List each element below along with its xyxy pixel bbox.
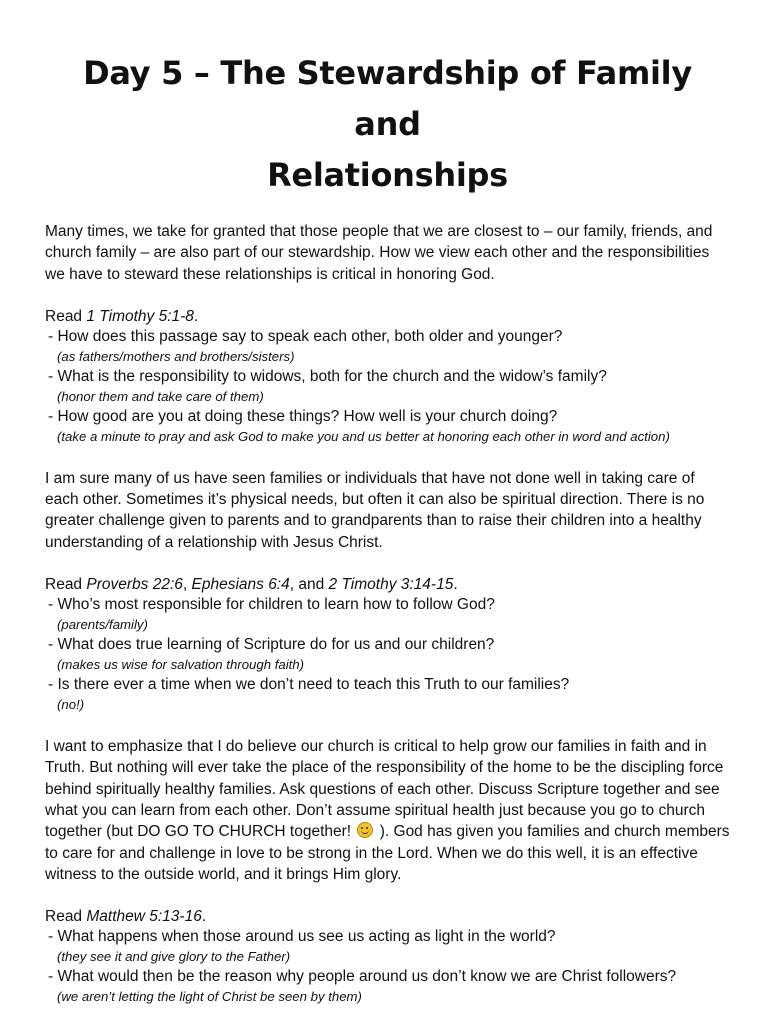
answer: (makes us wise for salvation through faith) <box>57 657 305 673</box>
question: - What is the responsibility to widows, both for the church and the widow’s family? <box>48 367 607 385</box>
question: - Is there ever a time when we don’t need to teach this Truth to our families? <box>48 676 570 694</box>
paragraph-3: I want to emphasize that I do believe our church is critical to help grow our families in faith and in Truth. But nothing will ever take the place of the responsibility of the home to be the discipling force behind spiritually healthy families. Ask questions of each other. Discuss Scripture together and see what you can learn from each other. Don’t assume spiritual health just because you go to church together (but DO GO TO CHURCH together! ). God has given you families and church members to care for and challenge in love to be strong in the Lord. When we do this well, it is an effective witness to the outside world, and it brings Him glory. <box>45 738 730 883</box>
read-line-2: Read Proverbs 22:6, Ephesians 6:4, and 2 Timothy 3:14-15. <box>45 576 458 594</box>
page-title <box>45 48 730 201</box>
document-page <box>45 48 730 1007</box>
question: - How does this passage say to speak each other, both older and younger? <box>48 327 563 345</box>
question: - What happens when those around us see us acting as light in the world? <box>48 928 556 946</box>
scripture-reference: Ephesians 6:4 <box>191 576 290 594</box>
read-line-1: Read 1 Timothy 5:1-8. <box>45 307 199 325</box>
scripture-reference: 1 Timothy 5:1-8 <box>86 307 194 325</box>
paragraph-2: I am sure many of us have seen families or individuals that have not done well in taking care of each other. Sometimes it’s physical needs, but often it can also be spiritual direction. There is no greater challenge given to parents and to grandparents than to raise their children into a healthy understanding of a relationship with Jesus Christ. <box>45 469 705 551</box>
question: - Who’s most responsible for children to learn how to follow God? <box>48 596 495 614</box>
scripture-reference: Matthew 5:13-16 <box>86 908 202 926</box>
answer: (they see it and give glory to the Father) <box>57 949 291 965</box>
answer: (honor them and take care of them) <box>57 388 264 404</box>
question: - What does true learning of Scripture do for us and our children? <box>48 636 495 654</box>
title-line-1: Day 5 – The Stewardship of Family and <box>83 54 692 143</box>
answer: (no!) <box>57 697 85 713</box>
title-line-2: Relationships <box>267 156 508 194</box>
question: - How good are you at doing these things? How well is your church doing? <box>48 407 558 425</box>
read-line-3: Read Matthew 5:13-16. <box>45 908 207 926</box>
answer: (as fathers/mothers and brothers/sisters) <box>57 348 295 364</box>
scripture-reference: 2 Timothy 3:14-15 <box>328 576 454 594</box>
question: - What would then be the reason why people around us don’t know we are Christ followers? <box>48 968 677 986</box>
answer: (parents/family) <box>57 617 148 633</box>
answer: (we aren’t letting the light of Christ be seen by them) <box>57 989 362 1005</box>
intro-paragraph: Many times, we take for granted that those people that we are closest to – our family, friends, and church family – are also part of our stewardship. How we view each other and the responsibilities we have to steward these relationships is critical in honoring God. <box>45 223 713 283</box>
scripture-reference: Proverbs 22:6 <box>86 576 183 594</box>
smiley-face-icon <box>357 822 373 838</box>
answer: (take a minute to pray and ask God to make you and us better at honoring each other in word and action) <box>57 428 670 444</box>
